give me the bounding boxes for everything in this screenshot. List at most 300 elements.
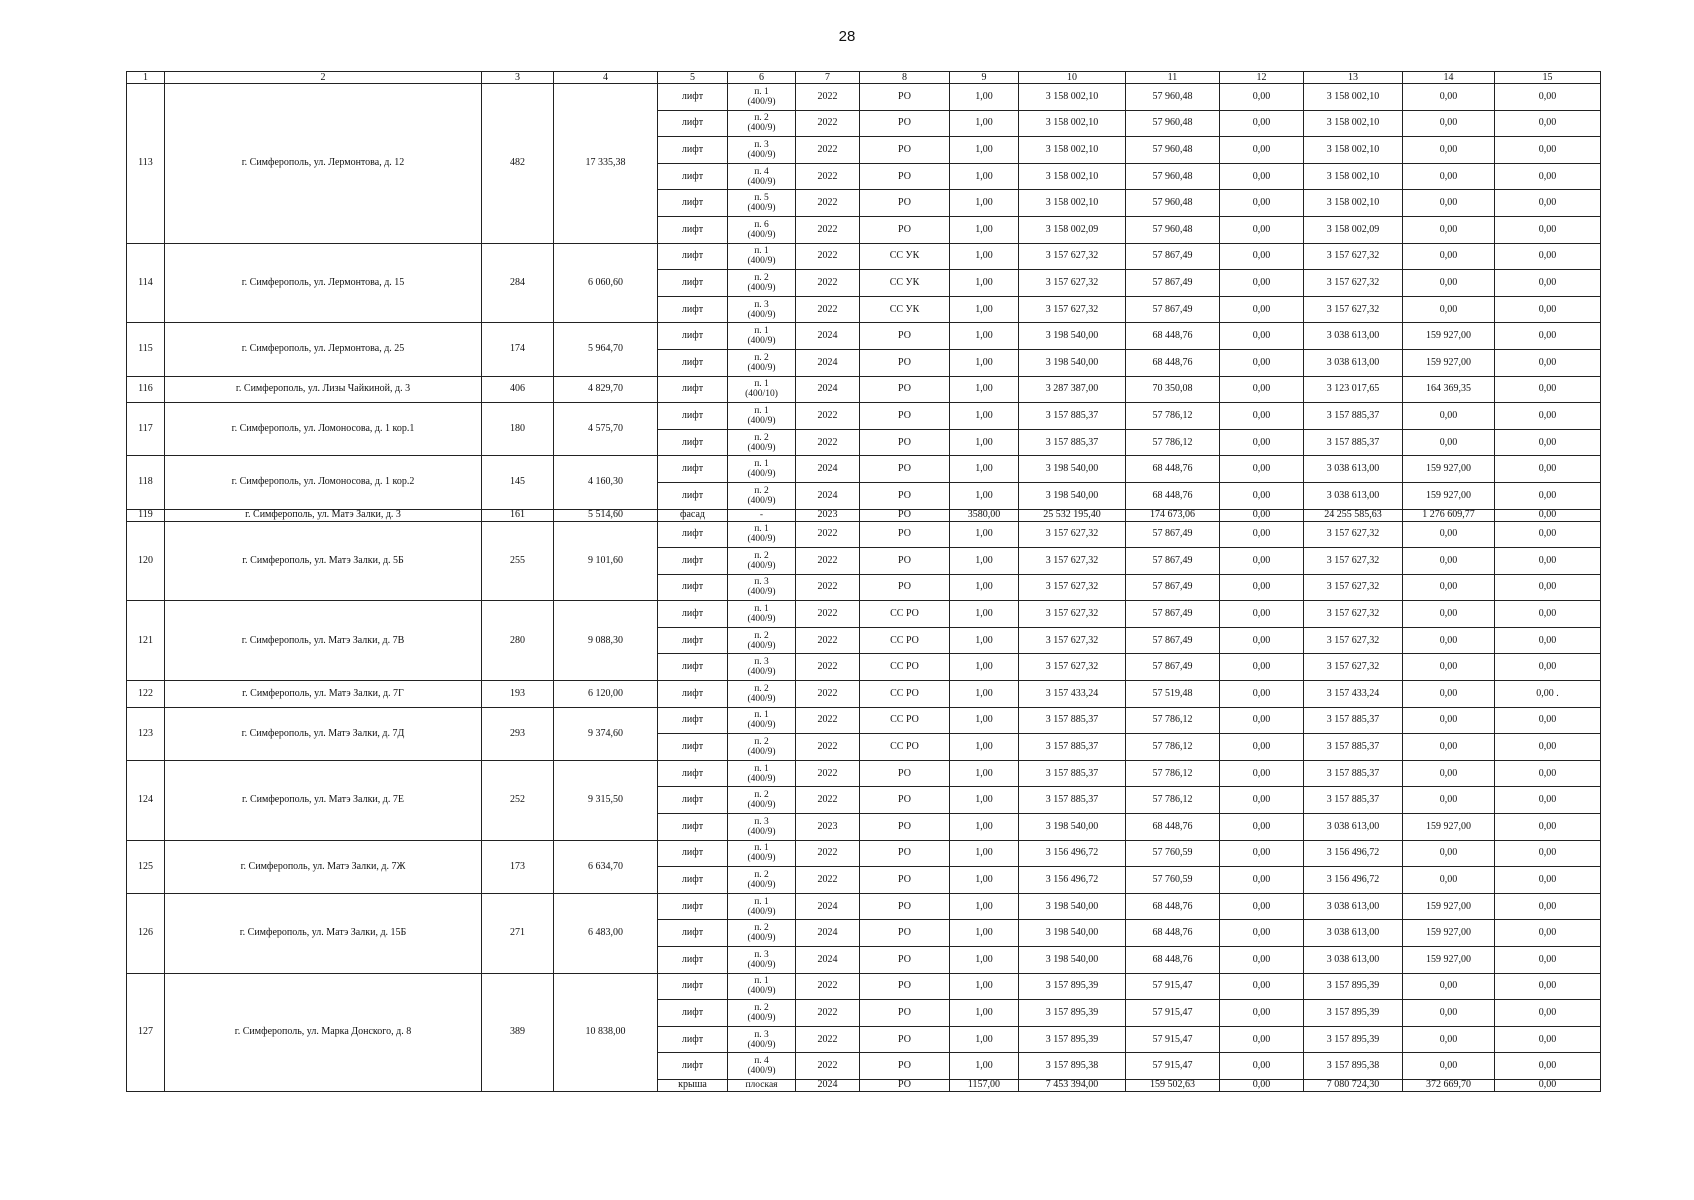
unit-line: п. 1: [754, 246, 769, 257]
volume-cell: 1157,00: [950, 1079, 1019, 1091]
executor-cell: РО: [860, 323, 950, 350]
other-fund-cell: 0,00: [1495, 920, 1601, 947]
table-row: [127, 403, 1601, 430]
unit-spec-line: (400/9): [747, 720, 776, 731]
executor-cell: РО: [860, 429, 950, 456]
regional-fund-cell: 3 157 885,37: [1304, 403, 1403, 430]
total-cost-cell: 3 198 540,00: [1019, 456, 1126, 483]
other-fund-cell: 0,00: [1495, 947, 1601, 974]
volume-cell: 1,00: [950, 216, 1019, 243]
executor-cell: СС РО: [860, 734, 950, 761]
work-type-cell: лифт: [658, 110, 728, 137]
address-cell: г. Симферополь, ул. Лизы Чайкиной, д. 3: [165, 376, 482, 403]
volume-cell: 1,00: [950, 840, 1019, 867]
unit-cost-cell: 57 960,48: [1126, 137, 1220, 164]
residents-cell: 193: [482, 681, 554, 708]
total-cost-cell: 3 157 627,32: [1019, 521, 1126, 548]
unit-spec-line: (400/9): [747, 256, 776, 267]
year-cell: 2022: [796, 840, 860, 867]
unit-cost-cell: 57 867,49: [1126, 627, 1220, 654]
total-cost-cell: 3 158 002,10: [1019, 84, 1126, 111]
year-cell: 2022: [796, 1000, 860, 1027]
total-cost-cell: 3 198 540,00: [1019, 814, 1126, 841]
executor-cell: РО: [860, 973, 950, 1000]
year-cell: 2023: [796, 509, 860, 521]
unit-cell: [728, 521, 796, 548]
fund-cell: 0,00: [1220, 482, 1304, 509]
unit-cell: [728, 627, 796, 654]
owners-fund-cell: 0,00: [1403, 137, 1495, 164]
total-cost-cell: 3 198 540,00: [1019, 482, 1126, 509]
owners-fund-cell: 1 276 609,77: [1403, 509, 1495, 521]
unit-cost-cell: 159 502,63: [1126, 1079, 1220, 1091]
work-type-cell: лифт: [658, 734, 728, 761]
area-cell: 6 483,00: [554, 893, 658, 973]
total-cost-cell: 7 453 394,00: [1019, 1079, 1126, 1091]
unit-cell: [728, 760, 796, 787]
unit-line: п. 2: [754, 790, 769, 801]
other-fund-cell: 0,00: [1495, 1000, 1601, 1027]
unit-cost-cell: 57 786,12: [1126, 787, 1220, 814]
regional-fund-cell: 3 158 002,10: [1304, 190, 1403, 217]
unit-spec-line: (400/9): [747, 853, 776, 864]
unit-cost-cell: 57 760,59: [1126, 867, 1220, 894]
owners-fund-cell: 0,00: [1403, 867, 1495, 894]
other-fund-cell: 0,00: [1495, 376, 1601, 403]
residents-cell: 252: [482, 760, 554, 840]
column-header: 12: [1220, 72, 1304, 84]
year-cell: 2024: [796, 376, 860, 403]
fund-cell: 0,00: [1220, 734, 1304, 761]
year-cell: 2022: [796, 84, 860, 111]
unit-line: п. 2: [754, 550, 769, 561]
unit-line: п. 3: [754, 657, 769, 668]
unit-cell: [728, 787, 796, 814]
fund-cell: 0,00: [1220, 681, 1304, 708]
unit-line: п. 4: [754, 166, 769, 177]
unit-spec-line: (400/9): [747, 1012, 776, 1023]
unit-cell: [728, 973, 796, 1000]
volume-cell: 1,00: [950, 627, 1019, 654]
column-header: 2: [165, 72, 482, 84]
volume-cell: 1,00: [950, 296, 1019, 323]
total-cost-cell: 3 158 002,09: [1019, 216, 1126, 243]
table-row: [127, 601, 1601, 628]
volume-cell: 1,00: [950, 681, 1019, 708]
volume-cell: 1,00: [950, 137, 1019, 164]
area-cell: 9 088,30: [554, 601, 658, 681]
year-cell: 2022: [796, 403, 860, 430]
fund-cell: 0,00: [1220, 163, 1304, 190]
row-number-cell: 118: [127, 456, 165, 509]
table-row: [127, 376, 1601, 403]
total-cost-cell: 3 157 627,32: [1019, 296, 1126, 323]
unit-spec-line: (400/9): [747, 203, 776, 214]
unit-cost-cell: 57 867,49: [1126, 296, 1220, 323]
residents-cell: 180: [482, 403, 554, 456]
other-fund-cell: 0,00: [1495, 654, 1601, 681]
total-cost-cell: 3 157 627,32: [1019, 654, 1126, 681]
year-cell: 2022: [796, 707, 860, 734]
volume-cell: 1,00: [950, 760, 1019, 787]
table-row: [127, 707, 1601, 734]
regional-fund-cell: 3 157 885,37: [1304, 707, 1403, 734]
total-cost-cell: 3 198 540,00: [1019, 349, 1126, 376]
other-fund-cell: 0,00: [1495, 707, 1601, 734]
unit-line: п. 5: [754, 193, 769, 204]
address-cell: г. Симферополь, ул. Лермонтова, д. 12: [165, 84, 482, 244]
page-number: 28: [838, 28, 856, 45]
year-cell: 2022: [796, 681, 860, 708]
unit-cell: [728, 349, 796, 376]
unit-spec-line: (400/9): [747, 282, 776, 293]
table-row: [127, 509, 1601, 521]
owners-fund-cell: 159 927,00: [1403, 814, 1495, 841]
year-cell: 2024: [796, 947, 860, 974]
unit-line: п. 2: [754, 432, 769, 443]
other-fund-cell: 0,00: [1495, 760, 1601, 787]
regional-fund-cell: 3 157 627,32: [1304, 270, 1403, 297]
owners-fund-cell: 372 669,70: [1403, 1079, 1495, 1091]
owners-fund-cell: 0,00: [1403, 734, 1495, 761]
executor-cell: СС РО: [860, 627, 950, 654]
year-cell: 2022: [796, 601, 860, 628]
column-header: 13: [1304, 72, 1403, 84]
owners-fund-cell: 0,00: [1403, 1026, 1495, 1053]
year-cell: 2024: [796, 349, 860, 376]
year-cell: 2022: [796, 1026, 860, 1053]
unit-line: п. 1: [754, 326, 769, 337]
unit-cost-cell: 57 867,49: [1126, 243, 1220, 270]
other-fund-cell: 0,00: [1495, 456, 1601, 483]
work-type-cell: лифт: [658, 482, 728, 509]
work-type-cell: лифт: [658, 947, 728, 974]
regional-fund-cell: 3 157 627,32: [1304, 601, 1403, 628]
year-cell: 2022: [796, 574, 860, 601]
owners-fund-cell: 0,00: [1403, 787, 1495, 814]
total-cost-cell: 3 157 885,37: [1019, 403, 1126, 430]
work-type-cell: лифт: [658, 654, 728, 681]
unit-line: п. 2: [754, 630, 769, 641]
volume-cell: 1,00: [950, 947, 1019, 974]
row-number-cell: 124: [127, 760, 165, 840]
unit-cell: [728, 893, 796, 920]
volume-cell: 1,00: [950, 376, 1019, 403]
total-cost-cell: 3 198 540,00: [1019, 947, 1126, 974]
volume-cell: 1,00: [950, 84, 1019, 111]
total-cost-cell: 3 157 885,37: [1019, 734, 1126, 761]
unit-line: п. 1: [754, 604, 769, 615]
residents-cell: 284: [482, 243, 554, 323]
year-cell: 2022: [796, 216, 860, 243]
work-type-cell: лифт: [658, 190, 728, 217]
work-type-cell: лифт: [658, 456, 728, 483]
address-cell: г. Симферополь, ул. Матэ Залки, д. 7Д: [165, 707, 482, 760]
year-cell: 2022: [796, 137, 860, 164]
volume-cell: 1,00: [950, 1000, 1019, 1027]
other-fund-cell: 0,00: [1495, 243, 1601, 270]
total-cost-cell: 3 158 002,10: [1019, 137, 1126, 164]
owners-fund-cell: 0,00: [1403, 654, 1495, 681]
unit-cost-cell: 57 867,49: [1126, 654, 1220, 681]
work-type-cell: лифт: [658, 601, 728, 628]
owners-fund-cell: 0,00: [1403, 681, 1495, 708]
residents-cell: 145: [482, 456, 554, 509]
unit-cell: [728, 482, 796, 509]
unit-cost-cell: 57 915,47: [1126, 1026, 1220, 1053]
regional-fund-cell: 3 158 002,10: [1304, 84, 1403, 111]
volume-cell: 1,00: [950, 707, 1019, 734]
regional-fund-cell: 3 038 613,00: [1304, 456, 1403, 483]
volume-cell: 1,00: [950, 243, 1019, 270]
unit-cost-cell: 57 867,49: [1126, 548, 1220, 575]
unit-cell: [728, 947, 796, 974]
fund-cell: 0,00: [1220, 190, 1304, 217]
address-cell: г. Симферополь, ул. Матэ Залки, д. 3: [165, 509, 482, 521]
unit-line: п. 2: [754, 272, 769, 283]
other-fund-cell: 0,00: [1495, 110, 1601, 137]
executor-cell: РО: [860, 787, 950, 814]
fund-cell: 0,00: [1220, 1000, 1304, 1027]
unit-line: п. 1: [754, 459, 769, 470]
executor-cell: РО: [860, 190, 950, 217]
volume-cell: 1,00: [950, 521, 1019, 548]
unit-spec-line: (400/9): [747, 309, 776, 320]
regional-fund-cell: 3 157 627,32: [1304, 548, 1403, 575]
work-type-cell: лифт: [658, 137, 728, 164]
fund-cell: 0,00: [1220, 323, 1304, 350]
other-fund-cell: 0,00: [1495, 163, 1601, 190]
volume-cell: 1,00: [950, 574, 1019, 601]
unit-spec-line: (400/9): [747, 693, 776, 704]
year-cell: 2022: [796, 190, 860, 217]
unit-cost-cell: 68 448,76: [1126, 349, 1220, 376]
unit-spec-line: (400/9): [747, 123, 776, 134]
unit-cost-cell: 70 350,08: [1126, 376, 1220, 403]
residents-cell: 174: [482, 323, 554, 376]
table-row: [127, 521, 1601, 548]
executor-cell: РО: [860, 867, 950, 894]
executor-cell: РО: [860, 84, 950, 111]
unit-spec-line: (400/9): [747, 747, 776, 758]
work-type-cell: лифт: [658, 376, 728, 403]
unit-spec-line: (400/9): [747, 880, 776, 891]
total-cost-cell: 3 156 496,72: [1019, 867, 1126, 894]
unit-cost-cell: 68 448,76: [1126, 456, 1220, 483]
fund-cell: 0,00: [1220, 403, 1304, 430]
fund-cell: 0,00: [1220, 548, 1304, 575]
unit-spec-line: (400/9): [747, 229, 776, 240]
owners-fund-cell: 0,00: [1403, 190, 1495, 217]
fund-cell: 0,00: [1220, 243, 1304, 270]
other-fund-cell: 0,00: [1495, 840, 1601, 867]
table-row: [127, 760, 1601, 787]
unit-cost-cell: 57 867,49: [1126, 574, 1220, 601]
address-cell: г. Симферополь, ул. Матэ Залки, д. 15Б: [165, 893, 482, 973]
total-cost-cell: 3 287 387,00: [1019, 376, 1126, 403]
fund-cell: 0,00: [1220, 456, 1304, 483]
executor-cell: РО: [860, 216, 950, 243]
column-header: 6: [728, 72, 796, 84]
area-cell: 9 374,60: [554, 707, 658, 760]
owners-fund-cell: 0,00: [1403, 707, 1495, 734]
unit-cell: [728, 1053, 796, 1080]
column-header: 7: [796, 72, 860, 84]
owners-fund-cell: 159 927,00: [1403, 349, 1495, 376]
row-number-cell: 125: [127, 840, 165, 893]
volume-cell: 1,00: [950, 814, 1019, 841]
table-row: [127, 243, 1601, 270]
other-fund-cell: 0,00: [1495, 1026, 1601, 1053]
volume-cell: 1,00: [950, 601, 1019, 628]
volume-cell: 1,00: [950, 190, 1019, 217]
regional-fund-cell: 24 255 585,63: [1304, 509, 1403, 521]
residents-cell: 406: [482, 376, 554, 403]
unit-cell: [728, 574, 796, 601]
unit-line: п. 2: [754, 683, 769, 694]
other-fund-cell: 0,00: [1495, 323, 1601, 350]
fund-cell: 0,00: [1220, 787, 1304, 814]
area-cell: 5 964,70: [554, 323, 658, 376]
unit-cost-cell: 68 448,76: [1126, 323, 1220, 350]
volume-cell: 1,00: [950, 110, 1019, 137]
year-cell: 2022: [796, 548, 860, 575]
unit-spec-line: (400/9): [747, 800, 776, 811]
year-cell: 2022: [796, 867, 860, 894]
unit-cell: [728, 509, 796, 521]
address-cell: г. Симферополь, ул. Матэ Залки, д. 7В: [165, 601, 482, 681]
other-fund-cell: 0,00: [1495, 601, 1601, 628]
other-fund-cell: 0,00: [1495, 137, 1601, 164]
executor-cell: РО: [860, 814, 950, 841]
regional-fund-cell: 3 038 613,00: [1304, 893, 1403, 920]
other-fund-cell: 0,00: [1495, 216, 1601, 243]
unit-cost-cell: 57 960,48: [1126, 216, 1220, 243]
fund-cell: 0,00: [1220, 574, 1304, 601]
total-cost-cell: 3 157 885,37: [1019, 707, 1126, 734]
residents-cell: 161: [482, 509, 554, 521]
unit-spec-line: (400/9): [747, 640, 776, 651]
owners-fund-cell: 159 927,00: [1403, 482, 1495, 509]
table-row: [127, 893, 1601, 920]
other-fund-cell: 0,00: [1495, 627, 1601, 654]
table-row: [127, 323, 1601, 350]
work-type-cell: лифт: [658, 681, 728, 708]
residents-cell: 280: [482, 601, 554, 681]
fund-cell: 0,00: [1220, 137, 1304, 164]
regional-fund-cell: 3 123 017,65: [1304, 376, 1403, 403]
unit-cell: [728, 840, 796, 867]
unit-cell: [728, 376, 796, 403]
unit-line: п. 1: [754, 524, 769, 535]
total-cost-cell: 3 157 895,39: [1019, 1026, 1126, 1053]
work-type-cell: лифт: [658, 323, 728, 350]
fund-cell: 0,00: [1220, 296, 1304, 323]
year-cell: 2022: [796, 163, 860, 190]
regional-fund-cell: 3 158 002,09: [1304, 216, 1403, 243]
unit-cell: [728, 137, 796, 164]
regional-fund-cell: 3 038 613,00: [1304, 947, 1403, 974]
unit-cost-cell: 57 915,47: [1126, 1000, 1220, 1027]
unit-cost-cell: 68 448,76: [1126, 893, 1220, 920]
row-number-cell: 116: [127, 376, 165, 403]
regional-fund-cell: 3 157 627,32: [1304, 627, 1403, 654]
area-cell: 10 838,00: [554, 973, 658, 1091]
unit-line: п. 3: [754, 139, 769, 150]
work-type-cell: лифт: [658, 1026, 728, 1053]
area-cell: 6 634,70: [554, 840, 658, 893]
work-type-cell: лифт: [658, 1053, 728, 1080]
other-fund-cell: 0,00: [1495, 429, 1601, 456]
unit-cell: [728, 110, 796, 137]
unit-spec-line: (400/9): [747, 149, 776, 160]
executor-cell: СС РО: [860, 601, 950, 628]
row-number-cell: 113: [127, 84, 165, 244]
unit-spec-line: (400/9): [747, 534, 776, 545]
total-cost-cell: 3 158 002,10: [1019, 110, 1126, 137]
fund-cell: 0,00: [1220, 376, 1304, 403]
other-fund-cell: 0,00: [1495, 482, 1601, 509]
unit-cost-cell: 57 960,48: [1126, 84, 1220, 111]
unit-cost-cell: 68 448,76: [1126, 947, 1220, 974]
work-type-cell: лифт: [658, 521, 728, 548]
area-cell: 4 829,70: [554, 376, 658, 403]
total-cost-cell: 3 198 540,00: [1019, 893, 1126, 920]
address-cell: г. Симферополь, ул. Матэ Залки, д. 7Г: [165, 681, 482, 708]
volume-cell: 1,00: [950, 163, 1019, 190]
regional-fund-cell: 3 038 613,00: [1304, 349, 1403, 376]
total-cost-cell: 3 157 627,32: [1019, 548, 1126, 575]
unit-cell: [728, 681, 796, 708]
executor-cell: РО: [860, 456, 950, 483]
unit-line: -: [759, 510, 764, 520]
year-cell: 2024: [796, 893, 860, 920]
unit-cell: [728, 190, 796, 217]
total-cost-cell: 3 198 540,00: [1019, 920, 1126, 947]
row-number-cell: 119: [127, 509, 165, 521]
fund-cell: 0,00: [1220, 270, 1304, 297]
unit-cell: [728, 1079, 796, 1091]
unit-cell: [728, 296, 796, 323]
total-cost-cell: 3 157 895,39: [1019, 973, 1126, 1000]
capital-repair-table: [126, 71, 1601, 1092]
executor-cell: СС РО: [860, 681, 950, 708]
unit-cost-cell: 57 915,47: [1126, 1053, 1220, 1080]
unit-cost-cell: 57 960,48: [1126, 190, 1220, 217]
executor-cell: РО: [860, 137, 950, 164]
other-fund-cell: 0,00: [1495, 270, 1601, 297]
executor-cell: РО: [860, 893, 950, 920]
work-type-cell: лифт: [658, 920, 728, 947]
fund-cell: 0,00: [1220, 429, 1304, 456]
unit-cell: [728, 814, 796, 841]
fund-cell: 0,00: [1220, 973, 1304, 1000]
total-cost-cell: 3 157 885,37: [1019, 787, 1126, 814]
regional-fund-cell: 3 157 433,24: [1304, 681, 1403, 708]
volume-cell: 1,00: [950, 270, 1019, 297]
owners-fund-cell: 0,00: [1403, 403, 1495, 430]
row-number-cell: 121: [127, 601, 165, 681]
unit-cost-cell: 57 867,49: [1126, 521, 1220, 548]
unit-cost-cell: 68 448,76: [1126, 482, 1220, 509]
fund-cell: 0,00: [1220, 947, 1304, 974]
total-cost-cell: 3 156 496,72: [1019, 840, 1126, 867]
year-cell: 2022: [796, 760, 860, 787]
fund-cell: 0,00: [1220, 216, 1304, 243]
regional-fund-cell: 3 157 627,32: [1304, 296, 1403, 323]
work-type-cell: лифт: [658, 867, 728, 894]
unit-line: п. 3: [754, 577, 769, 588]
